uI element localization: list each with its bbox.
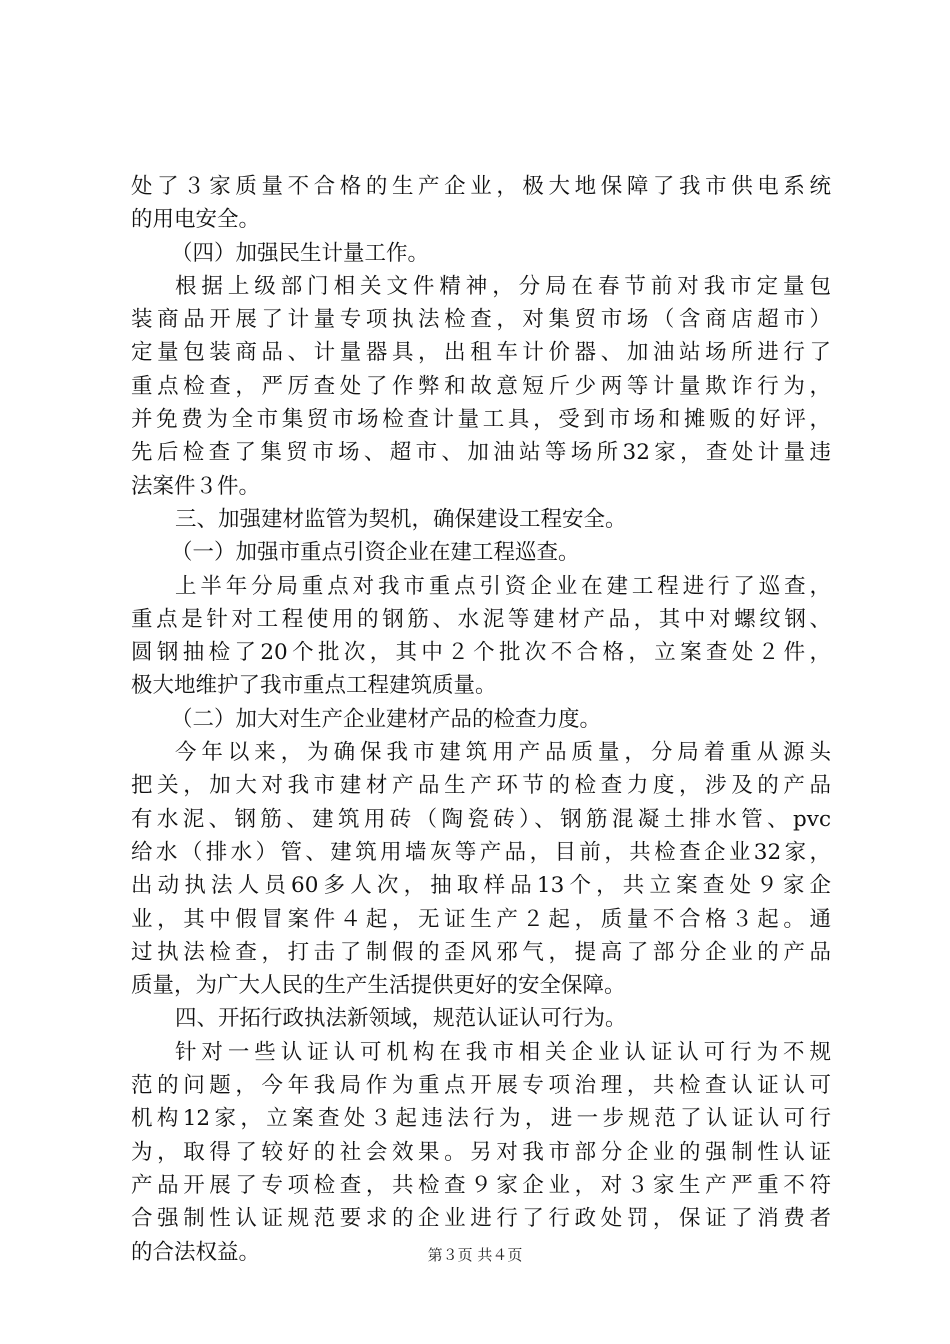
text-line: 为，取得了较好的社会效果。另对我市部分企业的强制性认证 xyxy=(131,1139,831,1165)
section-heading: （一）加强市重点引资企业在建工程巡查。 xyxy=(171,540,580,566)
section-heading: （二）加大对生产企业建材产品的检查力度。 xyxy=(171,706,602,732)
text-line: 业，其中假冒案件４起，无证生产２起，质量不合格３起。通 xyxy=(131,906,831,932)
text-line: 的用电安全。 xyxy=(131,207,261,233)
text-line: 针对一些认证认可机构在我市相关企业认证认可行为不规 xyxy=(175,1039,831,1065)
text-line: 并免费为全市集贸市场检查计量工具，受到市场和摊贩的好评， xyxy=(131,407,831,433)
section-heading: （四）加强民生计量工作。 xyxy=(171,240,430,266)
text-line: 今年以来，为确保我市建筑用产品质量，分局着重从源头 xyxy=(175,740,831,766)
text-line: 产品开展了专项检查，共检查９家企业，对３家生产严重不符 xyxy=(131,1172,831,1198)
text-line: 圆钢抽检了20个批次，其中２个批次不合格，立案查处２件， xyxy=(131,640,831,666)
text-line: 把关，加大对我市建材产品生产环节的检查力度，涉及的产品 xyxy=(131,773,831,799)
text-line: 处了３家质量不合格的生产企业，极大地保障了我市供电系统 xyxy=(131,174,831,199)
text-line: 重点是针对工程使用的钢筋、水泥等建材产品，其中对螺纹钢、 xyxy=(131,606,831,632)
section-heading: 四、开拓行政执法新领域，规范认证认可行为。 xyxy=(175,1006,627,1032)
text-line: 上半年分局重点对我市重点引资企业在建工程进行了巡查， xyxy=(175,573,831,599)
text-line: 给水（排水）管、建筑用墙灰等产品，目前，共检查企业32家， xyxy=(131,839,831,865)
text-line: 合强制性认证规范要求的企业进行了行政处罚，保证了消费者 xyxy=(131,1206,831,1232)
text-line: 定量包装商品、计量器具，出租车计价器、加油站场所进行了 xyxy=(131,340,831,366)
text-line: 的合法权益。 xyxy=(131,1239,261,1265)
text-line: 机构12家，立案查处３起违法行为，进一步规范了认证认可行 xyxy=(131,1106,831,1132)
text-line: 过执法检查，打击了制假的歪风邪气，提高了部分企业的产品 xyxy=(131,939,831,965)
text-line: 根据上级部门相关文件精神，分局在春节前对我市定量包 xyxy=(175,273,831,299)
text-line: 极大地维护了我市重点工程建筑质量。 xyxy=(131,673,497,699)
text-line: 法案件３件。 xyxy=(131,473,261,499)
section-heading: 三、加强建材监管为契机，确保建设工程安全。 xyxy=(175,506,627,532)
text-line: 装商品开展了计量专项执法检查，对集贸市场（含商店超市） xyxy=(131,307,831,333)
page-number-footer: 第３页 共４页 xyxy=(427,1246,523,1264)
text-line: 重点检查，严厉查处了作弊和故意短斤少两等计量欺诈行为， xyxy=(131,373,831,399)
text-line: 出动执法人员60多人次，抽取样品13个，共立案查处９家企 xyxy=(131,873,831,899)
document-body xyxy=(131,170,831,1269)
text-line: 有水泥、钢筋、建筑用砖（陶瓷砖）、钢筋混凝土排水管、pvc xyxy=(131,806,831,832)
text-line: 先后检查了集贸市场、超市、加油站等场所32家，查处计量违 xyxy=(131,440,831,466)
text-line: 范的问题，今年我局作为重点开展专项治理，共检查认证认可 xyxy=(131,1073,831,1099)
text-line: 质量，为广大人民的生产生活提供更好的安全保障。 xyxy=(131,973,626,999)
